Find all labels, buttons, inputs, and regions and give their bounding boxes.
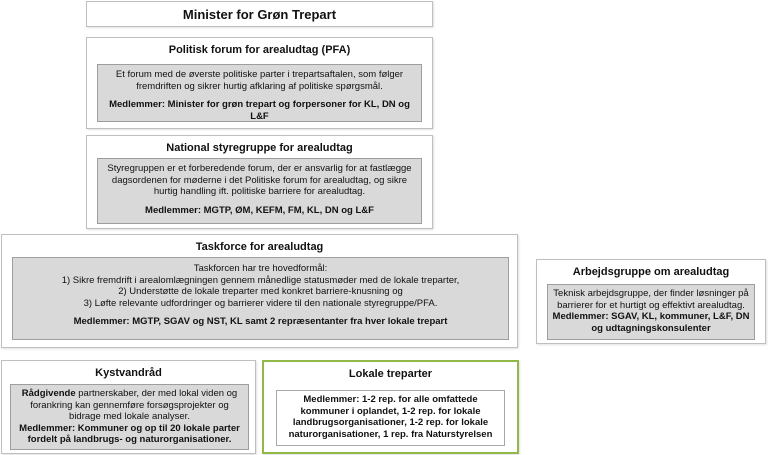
taskforce-box <box>1 234 518 348</box>
pfa-description-box <box>97 64 422 122</box>
lokale-description-box <box>276 390 505 446</box>
kystvandraad-members: Medlemmer: Kommuner og op til 20 lokale parter fordelt på landbrugs- og naturorganisationer. <box>19 422 240 445</box>
arbejdsgruppe-description: Teknisk arbejdsgruppe, der finder løsninger på barrierer for et hurtigt og effektivt arealudtag. <box>553 288 749 311</box>
pfa-box <box>86 37 433 129</box>
arbejdsgruppe-title: Arbejdsgruppe om arealudtag <box>572 266 730 278</box>
kystvandraad-title: Kystvandråd <box>95 367 162 379</box>
arbejdsgruppe-description-box <box>547 284 755 340</box>
minister-box <box>86 1 433 27</box>
kystvandraad-description-text: partnerskaber, der med lokal viden og forankring kan gennemføre forsøgsprojekter og bidrage med lokale analyser. <box>30 388 238 422</box>
lokale-title: Lokale treparter <box>348 368 433 380</box>
taskforce-item-3: 3) Løfte relevante udfordringer og barrierer videre til den nationale styregruppe/PFA. <box>83 297 438 309</box>
lokale-box <box>262 360 519 454</box>
styregruppe-members: Medlemmer: MGTP, ØM, KEFM, FM, KL, DN og L&F <box>145 204 374 216</box>
styregruppe-box <box>86 135 433 229</box>
kystvandraad-description-box <box>10 384 249 450</box>
pfa-title: Politisk forum for arealudtag (PFA) <box>168 44 351 56</box>
arbejdsgruppe-box <box>536 259 766 344</box>
styregruppe-description-box <box>97 158 422 224</box>
taskforce-item-1: 1) Sikre fremdrift i arealomlægningen gennem månedlige statusmøder med de lokale treparter, <box>61 274 460 286</box>
kystvandraad-lead: Rådgivende <box>21 388 76 399</box>
styregruppe-description: Styregruppen er et forberedende forum, der er ansvarlig for at fastlægge dagsordenen for møderne i det Politiske forum for arealudtag, og sikre hurtig handling ift. politiske barriere for arealudtag. <box>107 163 412 197</box>
taskforce-item-2: 2) Understøtte de lokale treparter med konkret barriere-knusning og <box>118 286 403 297</box>
pfa-members: Medlemmer: Minister for grøn trepart og forpersoner for KL, DN og L&F <box>109 99 410 122</box>
minister-title: Minister for Grøn Trepart <box>182 7 337 22</box>
kystvandraad-box <box>1 360 256 454</box>
arbejdsgruppe-members: Medlemmer: SGAV, KL, kommuner, L&F, DN og udtagningskonsulenter <box>552 311 750 334</box>
taskforce-intro: Taskforcen har tre hovedformål: <box>193 263 328 274</box>
styregruppe-title: National styregruppe for arealudtag <box>166 142 353 154</box>
pfa-description: Et forum med de øverste politiske parter i trepartsaftalen, som følger fremdriften og sikrer hurtig afklaring af politiske spørgsmål. <box>115 69 404 92</box>
kystvandraad-description <box>15 388 244 423</box>
taskforce-title: Taskforce for arealudtag <box>195 241 324 253</box>
taskforce-description-box <box>12 257 509 340</box>
taskforce-members: Medlemmer: MGTP, SGAV og NST, KL samt 2 repræsentanter fra hver lokale trepart <box>73 316 448 327</box>
lokale-members: Medlemmer: 1-2 rep. for alle omfattede kommuner i oplandet, 1-2 rep. for lokale landbrugsorganisationer, 1-2 rep. for lokale naturorganisationer, 1 rep. fra Naturstyrelsen <box>288 394 493 440</box>
